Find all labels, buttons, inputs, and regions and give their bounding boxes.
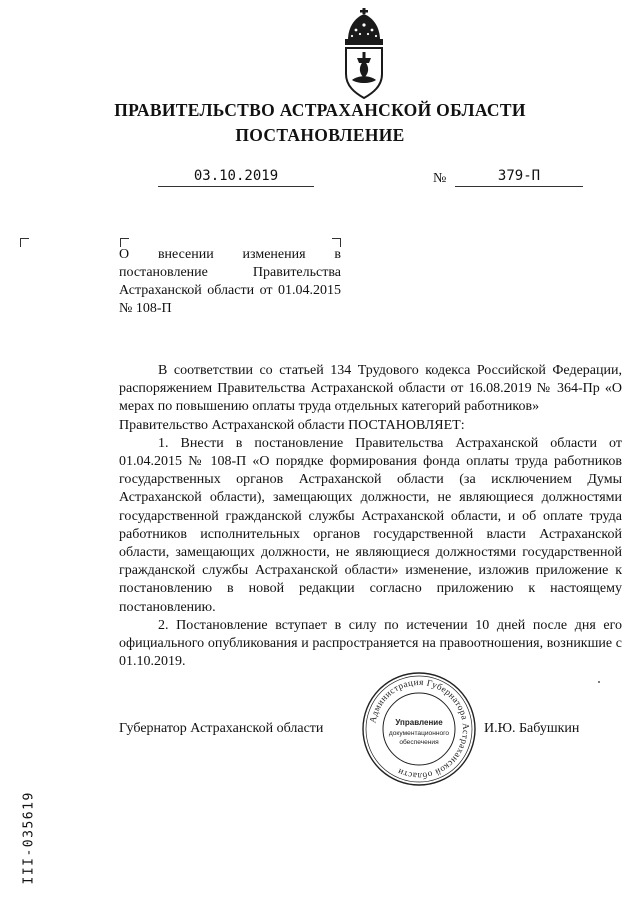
svg-text:Администрация Губернатора Астр: Администрация Губернатора Астраханской области — [367, 676, 472, 782]
corner-mark-icon — [20, 238, 29, 247]
number-sign: № — [433, 171, 447, 186]
document-body — [119, 362, 622, 671]
svg-text:документационного: документационного — [388, 730, 450, 737]
document-number: 379-П — [455, 168, 583, 187]
signatory-name: И.Ю. Бабушкин — [484, 721, 580, 736]
official-seal-icon — [360, 670, 478, 788]
document-subject: О внесении изменения в постановление Правительства Астраханской области от 01.04.2015 № 108-П — [119, 247, 341, 316]
resolution-line: Правительство Астраханской области ПОСТАНОВЛЯЕТ: — [119, 417, 465, 433]
document-date: 03.10.2019 — [158, 168, 314, 187]
item-1-paragraph: 1. Внести в постановление Правительства Астраханской области от 01.04.2015 № 108-П «О порядке формирования фонда оплаты труда работников государственных органов Астраханской области (за исключением Думы Астраханской области), замещающих должности, не являющиеся должностями государственной гражданской службы Астраханской области, и об оплате труда работников исполнительных органов государственной власти Астраханской области, замещающих должности, не являющиеся должностями государственной гражданской службы Астраханской области» изменение, изложив приложение к постановлению в новой редакции согласно приложению к настоящему постановлению. — [119, 435, 622, 615]
svg-text:обеспечения: обеспечения — [399, 739, 439, 746]
svg-text:Управление: Управление — [395, 718, 443, 727]
signatory-position: Губернатор Астраханской области — [119, 721, 324, 736]
coat-of-arms-icon — [339, 8, 389, 100]
preamble-paragraph: В соответствии со статьей 134 Трудового кодекса Российской Федерации, распоряжением Правительства Астраханской области от 16.08.2019 № 364-Пр «О мерах по повышению оплаты труда отдельных категорий работников» — [119, 363, 622, 415]
organization-title: ПРАВИТЕЛЬСТВО АСТРАХАНСКОЙ ОБЛАСТИ — [114, 100, 526, 120]
document-type: ПОСТАНОВЛЕНИЕ — [235, 125, 405, 145]
item-2-paragraph: 2. Постановление вступает в силу по истечении 10 дней после дня его официального опубликования и распространяется на правоотношения, возникшие с 01.10.2019. — [119, 617, 622, 670]
form-serial-number: III-035619 — [21, 791, 37, 885]
scan-speck — [598, 681, 600, 683]
